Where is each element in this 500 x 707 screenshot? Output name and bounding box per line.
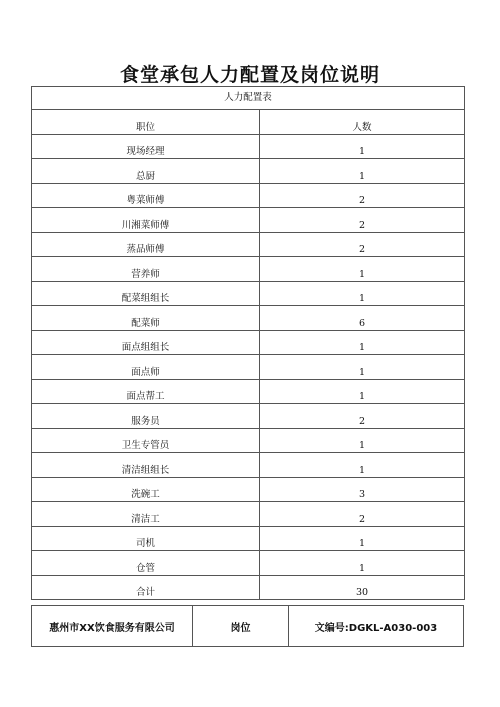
table-row (32, 306, 465, 331)
table-row (32, 526, 465, 551)
staffing-table (31, 86, 465, 600)
count-cell: 1 (260, 257, 465, 282)
table-row (32, 208, 465, 233)
count-cell: 1 (260, 159, 465, 184)
position-cell: 蒸品师傅 (32, 232, 260, 257)
count-cell: 1 (260, 453, 465, 478)
count-cell: 2 (260, 404, 465, 429)
footer-company: 惠州市XX饮食服务有限公司 (49, 622, 175, 634)
position-cell: 配菜组组长 (32, 281, 260, 306)
position-cell: 合计 (32, 575, 260, 600)
position-cell: 洗碗工 (32, 477, 260, 502)
footer-post-label: 岗位 (192, 606, 289, 646)
position-cell: 清洁工 (32, 502, 260, 527)
count-cell: 2 (260, 183, 465, 208)
table-row (32, 453, 465, 478)
count-cell: 3 (260, 477, 465, 502)
count-cell: 1 (260, 281, 465, 306)
footer-doc-number: 文编号:DGKL-A030-003 (314, 622, 438, 634)
count-cell: 1 (260, 134, 465, 159)
table-row (32, 330, 465, 355)
count-cell: 6 (260, 306, 465, 331)
table-row (32, 159, 465, 184)
count-cell: 2 (260, 232, 465, 257)
position-cell: 服务员 (32, 404, 260, 429)
count-cell: 1 (260, 526, 465, 551)
table-row (32, 134, 465, 159)
position-cell: 面点组组长 (32, 330, 260, 355)
column-header-position: 职位 (32, 110, 260, 135)
count-cell: 2 (260, 502, 465, 527)
column-header-count: 人数 (260, 110, 465, 135)
table-caption: 人力配置表 (32, 87, 465, 110)
position-cell: 卫生专管员 (32, 428, 260, 453)
table-header-row (32, 110, 465, 135)
position-cell: 清洁组组长 (32, 453, 260, 478)
position-cell: 粤菜师傅 (32, 183, 260, 208)
position-cell: 川湘菜师傅 (32, 208, 260, 233)
table-row (32, 281, 465, 306)
document-footer (31, 605, 464, 647)
count-cell: 1 (260, 355, 465, 380)
table-row (32, 428, 465, 453)
table-caption-row (32, 87, 465, 110)
position-cell: 司机 (32, 526, 260, 551)
page-title: 食堂承包人力配置及岗位说明 (119, 64, 380, 86)
count-cell: 1 (260, 379, 465, 404)
table-row (32, 379, 465, 404)
count-cell: 1 (260, 330, 465, 355)
position-cell: 总厨 (32, 159, 260, 184)
table-row (32, 257, 465, 282)
table-row (32, 232, 465, 257)
table-row (32, 575, 465, 600)
table-row (32, 404, 465, 429)
position-cell: 面点师 (32, 355, 260, 380)
table-row (32, 551, 465, 576)
table-row (32, 355, 465, 380)
count-cell: 30 (260, 575, 465, 600)
count-cell: 1 (260, 551, 465, 576)
count-cell: 2 (260, 208, 465, 233)
position-cell: 营养师 (32, 257, 260, 282)
table-row (32, 502, 465, 527)
count-cell: 1 (260, 428, 465, 453)
position-cell: 配菜师 (32, 306, 260, 331)
position-cell: 现场经理 (32, 134, 260, 159)
table-row (32, 477, 465, 502)
table-row (32, 183, 465, 208)
position-cell: 面点帮工 (32, 379, 260, 404)
position-cell: 仓管 (32, 551, 260, 576)
